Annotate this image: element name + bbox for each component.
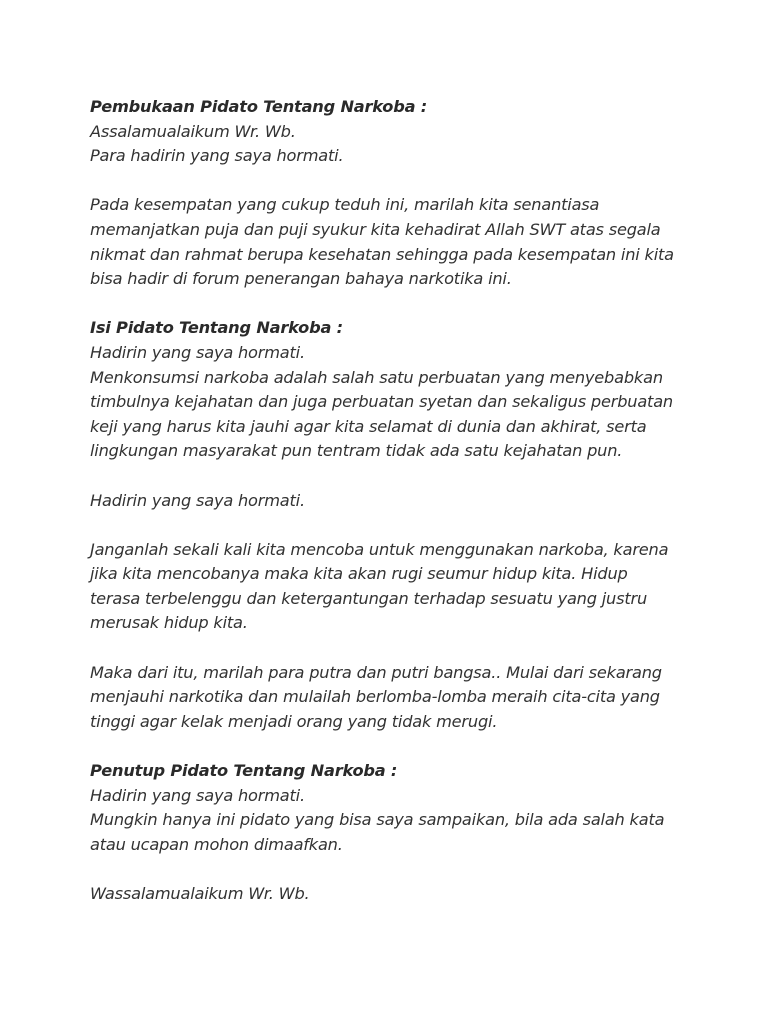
text-line: Mungkin hanya ini pidato yang bisa saya sampaikan, bila ada salah kata [90,810,665,830]
text-line: timbulnya kejahatan dan juga perbuatan syetan dan sekaligus perbuatan [90,392,673,412]
paragraph [90,489,730,514]
text-line: Hadirin yang saya hormati. [90,342,305,362]
text-line: menjauhi narkotika dan mulailah berlomba-lomba meraih cita-cita yang [90,687,660,707]
document-body [90,95,730,931]
text-line: Pada kesempatan yang cukup teduh ini, marilah kita senantiasa [90,195,600,215]
text-line: terasa terbelenggu dan ketergantungan terhadap sesuatu yang justru [90,588,648,608]
paragraph [90,316,730,464]
section-heading: Penutup Pidato Tentang Narkoba : [90,761,398,781]
text-line: lingkungan masyarakat pun tentram tidak ada satu kejahatan pun. [90,441,623,461]
text-line: Janganlah sekali kali kita mencoba untuk menggunakan narkoba, karena [90,539,669,559]
text-line: bisa hadir di forum penerangan bahaya narkotika ini. [90,269,512,289]
text-line: merusak hidup kita. [90,613,248,633]
text-line: keji yang harus kita jauhi agar kita selamat di dunia dan akhirat, serta [90,416,647,436]
text-line: Hadirin yang saya hormati. [90,785,305,805]
paragraph [90,882,730,907]
paragraph [90,538,730,636]
section-heading: Pembukaan Pidato Tentang Narkoba : [90,97,428,116]
text-line: jika kita mencobanya maka kita akan rugi seumur hidup kita. Hidup [90,564,628,584]
text-line: memanjatkan puja dan puji syukur kita kehadirat Allah SWT atas segala [90,219,661,239]
paragraph [90,661,730,735]
text-line: atau ucapan mohon dimaafkan. [90,834,343,854]
paragraph [90,759,730,857]
text-line: Hadirin yang saya hormati. [90,490,305,510]
text-line: Para hadirin yang saya hormati. [90,146,344,166]
text-line: Maka dari itu, marilah para putra dan putri bangsa.. Mulai dari sekarang [90,662,662,682]
paragraph [90,95,730,169]
text-line: nikmat dan rahmat berupa kesehatan sehingga pada kesempatan ini kita [90,244,674,264]
text-line: tinggi agar kelak menjadi orang yang tidak merugi. [90,711,498,731]
paragraph [90,193,730,291]
text-line: Assalamualaikum Wr. Wb. [90,121,296,141]
text-line: Menkonsumsi narkoba adalah salah satu perbuatan yang menyebabkan [90,367,663,387]
text-line: Wassalamualaikum Wr. Wb. [90,884,310,903]
section-heading: Isi Pidato Tentang Narkoba : [90,318,343,338]
